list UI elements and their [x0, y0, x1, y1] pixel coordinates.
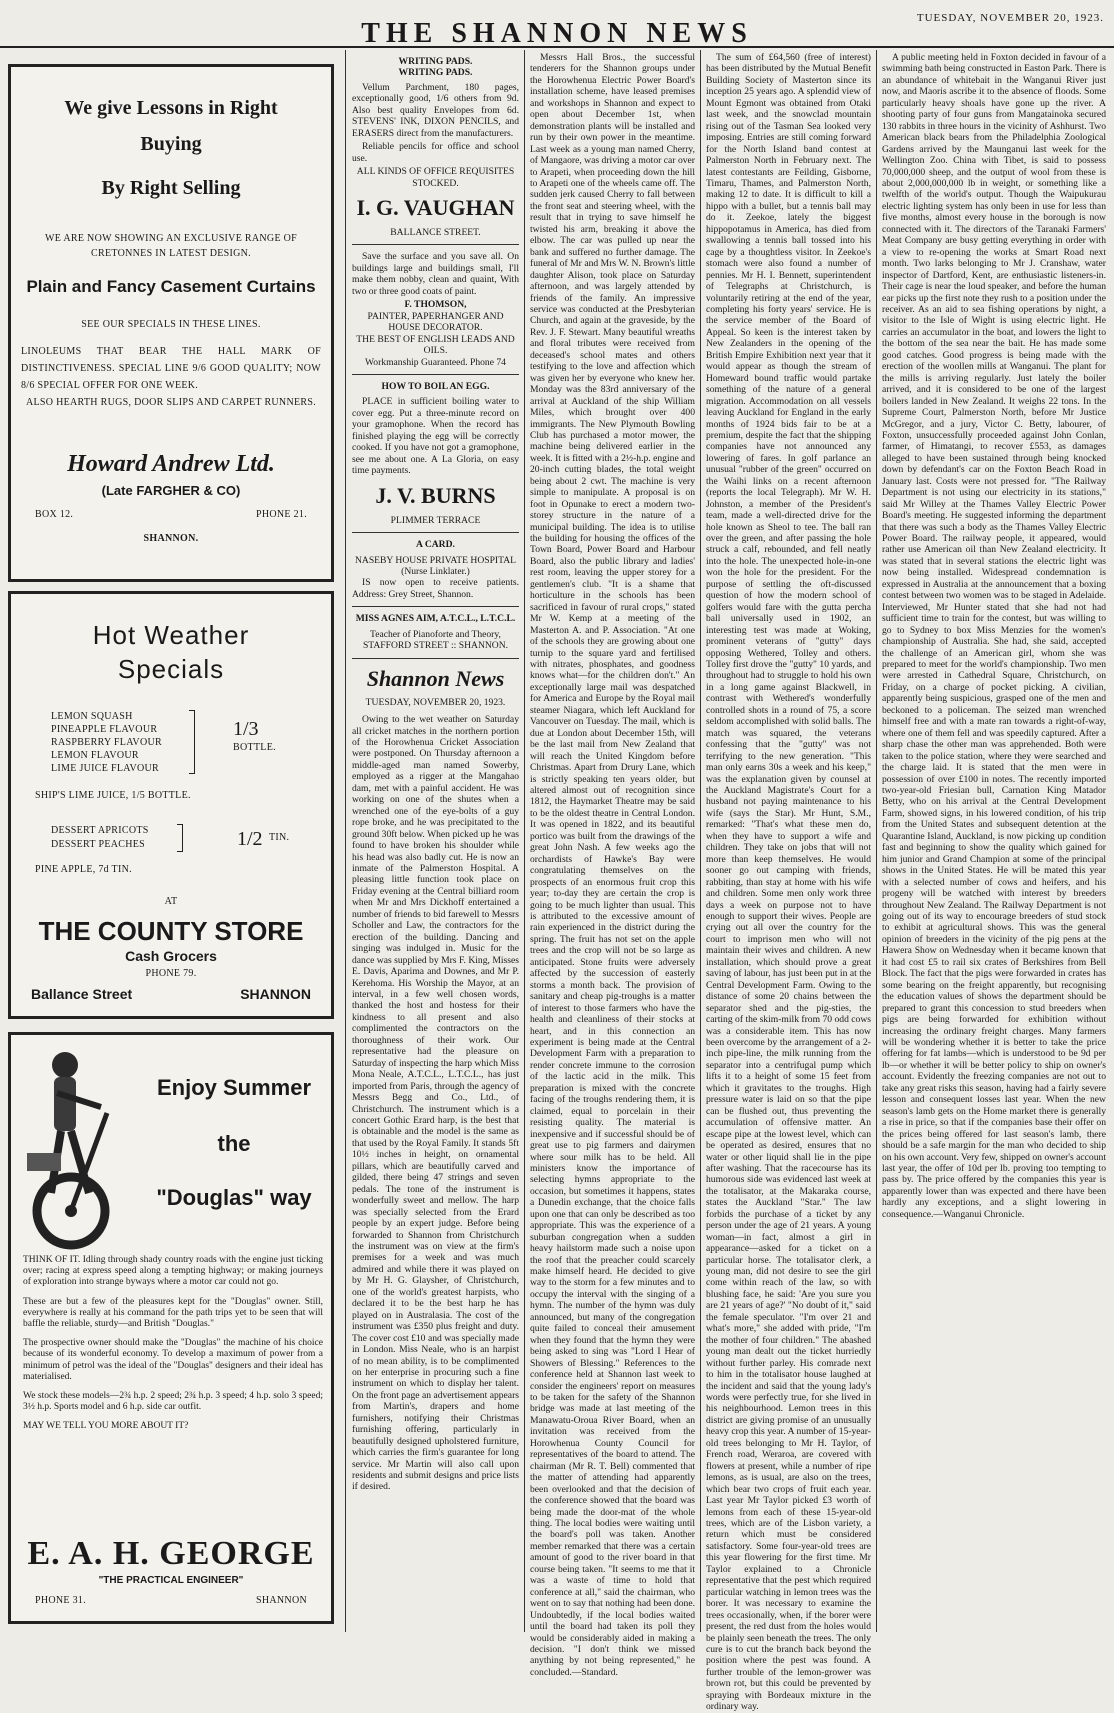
- advert-phone: PHONE 21.: [255, 509, 307, 520]
- advert-item-list: [51, 824, 149, 852]
- advert-headline: Specials: [117, 654, 225, 684]
- column-2: [348, 52, 523, 1632]
- advert-firm-name: I. G. VAUGHAN: [356, 194, 515, 220]
- divider: [352, 606, 519, 607]
- advert-subheadline: Plain and Fancy Casement Curtains: [26, 277, 316, 296]
- advert-paragraph: The prospective owner should make the "Douglas" the machine of his choice because of its wonderful economy. To develop a maximum of power from a minimum of petrol was the ideal of the "Douglas" designers and their ideal has materialised.: [23, 1338, 323, 1382]
- column-3: [526, 52, 699, 1678]
- advert-item: LEMON SQUASH: [51, 711, 133, 722]
- advert-headline: Buying: [140, 133, 202, 155]
- advert-paragraph: THINK OF IT. Idling through shady country roads with the engine just ticking over; racing at express speed along a tempting highway; or making journeys of exploration into strange byways where a motor car could not go.: [23, 1255, 323, 1288]
- advert-text: Teacher of Pianoforte and Theory, STAFFORD STREET :: SHANNON.: [362, 628, 509, 652]
- advert-text: PLIMMER TERRACE: [390, 514, 481, 526]
- advert-text: ALSO HEARTH RUGS, DOOR SLIPS AND CARPET RUNNERS.: [25, 397, 317, 408]
- advert-text: IS now open to receive patients. Address: Grey Street, Shannon.: [352, 577, 519, 600]
- masthead-title: THE SHANNON NEWS: [361, 18, 753, 49]
- advert-item: PINEAPPLE FLAVOUR: [51, 724, 158, 735]
- column-rule: [524, 50, 525, 1632]
- advert-firm-name: Howard Andrew Ltd.: [67, 451, 275, 477]
- masthead: [0, 0, 1114, 48]
- advert-text: PINE APPLE, 7d TIN.: [35, 864, 132, 875]
- article-text: Messrs Hall Bros., the successful tenderers for the Shannon groups under the Horowhenua Electric Power Board's installation scheme, have leased premises and workshops in Shannon and expect to open about December 1st, when demonstration plants will be installed and run by their own power in the meantime. Last week as a young man named Cherry, of Mangaore, was driving a motor car over to Arapeti, when proceeding down the hill to Arapeti one of the wheels came off. The sudden jerk caused Cherry to fall between the front seat and steering wheel, with the result that in trying to save himself he twisted his arm, breaking it above the elbow. The car was pulled up near the bank and suffered no further damage. The funeral of Mr and Mrs W. N. Brown's little daughter Alison, took place on Saturday afternoon, and was largely attended by friends of the family. An impressive service was conducted at the Presbyterian Church, and again at the graveside, by the Rev. J. F. Stewart. Many beautiful wreaths and floral tributes were received from deceased's school mates and others testifying to the love and affection which was given her by everyone who knew her. Monday was the 83rd anniversary of the arrival at Auckland of the ship William Miles, which brought over 400 immigrants. The New Plymouth Bowling Club has purchased a motor mower, the machine being delivered earlier in the week. It is fitted with a 2½-h.p. engine and 20-inch cutting blades, the total weight being about 2 cwt. The machine is very simple to manipulate. A proposal is on foot in Opunake to erect a modern two-storey structure in the nature of a municipal building. The idea is to utilise the building for housing the offices of the Town Board, Power Board and Harbour Board, also the public library and ladies' rest room, leaving the upper storey for a gentlemen's club. "It is a shame that horticulture in the schools has been sacrificed in favour of rural crops," stated Mr W. Kemp at a meeting of the Masterton A. and P. Association. "At one of the schools they are growing about one turnip to the square yard and fertilised with nitrates, phosphates, and goodness knows what—for the children don't." An exceptionally large mail was despatched for America and Europe by the Royal mail steamer Niagara, which left Auckland for Vancouver on Tuesday. The mail, which is due at London about December 15th, will be the last mail from New Zealand that will reach the United Kingdom before Christmas. Apart from Drury Lane, which is strictly speaking ten years older, but altered almost out of recognition since 1812, the Haymarket Theatre may be said to be the oldest theatre in Central London. It was opened in 1822, and its beautiful portico was built from the drawings of the great John Nash. A few weeks ago the orchardists of Hawke's Bay were congratulating themselves on the prospects of an enormous fruit crop this year; to-day they are certain the crop is going to be much lighter than usual. This is attributed to the excessive amount of rain experienced in the district during the spring. The fruit has not set on the apple trees and the crop will not be so large as anticipated. Stone fruits were adversely affected by the succession of easterly storms a month back. The provision of sanitary and cheap pig-troughs is a matter of interest to those farmers who have the health and cleanliness of their stocks at heart, and in this connection an experiment is being made at the Central Development Farm with a preparation to render concrete immune to the corrosion of the lactic acid in the milk. This preparation is mixed with the concrete facing of the troughs rendering them, it is claimed, equal to porcelain in their resisting quality. The material is inexpensive and if successful should be of great use to pig farmers and dairymen where sour milk has to be held. All ministers know the importance of selecting hymns appropriate to the occasion, but sometimes it happens, states a Dunedin exchange, that the choice falls upon one that can only be described as too appropriate. This was the experience of a suburban congregation when a sudden heavy hailstorm made such a noise upon the roof that the preacher could scarcely make himself heard. He decided to give way to the storm for a few minutes and to occupy the interval with the singing of a hymn. The number of the hymn was duly announced, but many of the congregation quite failed to conceal their amusement when they found that the hymn they were being asked to sing was "Lord I Hear of Showers of Blessing." References to the conference held at Shannon last week to consider the engineers' report on measures to be taken for the safety of the Shannon bridge was made at last meeting of the Manawatu-Oroua River Board, when an invitation was received from the Horowhenua County Council for representatives of the board to attend. The chairman (Mr R. T. Bell) commented that the matter of attending had apparently been overlooked and that the decision of the conference showed that the board was being made the door-mat of the whole thing. The local bodies were waiting until the board's poll was taken. Another member remarked that there was a certain amount of good to the river board in that course being taken. "It seems to me that it was a waste of time to hold that conference at all," said the chairman, who went on to say that nothing had been done. Undoubtedly, if the local bodies waited until the board had taken its poll they would be considerably aided in making a decision. "I don't think we missed anything by not being represented," he concluded.—Standard.: [530, 52, 695, 1678]
- advert-item: DESSERT APRICOTS: [51, 825, 149, 836]
- advert-firm-name: F. THOMSON,: [404, 299, 467, 311]
- advert-box: BOX 12.: [35, 509, 74, 520]
- column-4: [702, 52, 875, 1713]
- advert-text: PAINTER, PAPERHANGER AND HOUSE DECORATOR.: [367, 310, 504, 334]
- advert-text: WE ARE NOW SHOWING AN EXCLUSIVE RANGE OF CRETONNES IN LATEST DESIGN.: [44, 233, 298, 259]
- divider: [352, 374, 519, 375]
- advert-text: BALLANCE STREET.: [390, 226, 481, 238]
- advert-headline: Hot Weather: [92, 620, 250, 650]
- column-rule: [345, 50, 346, 1632]
- advert-price: 1/3: [233, 718, 259, 740]
- article-text: Owing to the wet weather on Saturday all cricket matches in the northern portion of the Horowhenua Cricket Association were postponed. On Thursday afternoon a middle-aged man named Sowerby, employed as a rigger at the Mangahao dam, met with a painful accident. He was working on one of the shutes when a wrenched one of the eye-bolts of a guy rope broke, and he was precipitated to the ground 30ft below. When picked up he was found to have broken his shoulder while his head was also badly cut. He is now an inmate of the Palmerston Hospital. A pleasing little function took place on Friday evening at the Central billiard room when Mr and Mrs Dickhoff entertained a number of friends to bid farewell to Messrs Scholler and Law, the contractors for the erection of the building. Dancing and singing was indulged in. Music for the dance was supplied by Mrs F. King, Misses E. Davis, Aparima and Downes, and Mr P. Kerehoma. His Worship the Mayor, at an interval, in a few well chosen words, thanked the host and hostess for their kindness to all present and also complimented the contractors on the thoroughness of their work. Our representative had the pleasure on Saturday of inspecting the harp which Miss Mona Neale, A.T.C.L., L.T.C.L., has just imported from Paris, through the agency of Messrs Begg and Co., Ltd., of Christchurch. The instrument which is a concert Gothic Erard harp, is the best that is obtainable and the model is the same as that used by the Royal Family. It stands 5ft 10½ inches in height, on ornamental pillars, which are beautifully carved and gilded, there being 47 strings and seven pedals. The tone of the instrument is wonderfully sweet and mellow. The harp was specially selected from the Erard people by an expert judge. Before being forwarded to Shannon from Christchurch the instrument was on view at the firm's premises for a week and was much admired and while there it was played on by Mr H. G. Glaysher, of Christchurch, one of the world's greatest harpists, who declared it to be the best harp he has played on in Australasia. The cost of the instrument was £350 plus freight and duty. The cover cost £10 and was specially made in London. Miss Neale, who is an harpist of no mean ability, is to be complimented on her enterprise in procuring such a fine instrument on which to display her talent. On the front page an advertisement appears from Martin's, drapers and home furnishers, notifying their Christmas furnishing offering, particularly in beautifully designed upholstered furniture, which carries the firm's guarantee for long service. Mr Martin will also call upon residents and submit designs and price lists if desired.: [352, 714, 519, 1493]
- advert-firm-name: THE COUNTY STORE: [38, 916, 304, 946]
- advert-text: SHIP'S LIME JUICE, 1/5 BOTTLE.: [35, 790, 191, 801]
- advert-town: SHANNON: [240, 986, 311, 1002]
- divider: [352, 532, 519, 533]
- article-text: The sum of £64,560 (free of interest) has been distributed by the Mutual Benefit Building Society of Masterton since its inception 25 years ago. A splendid view of Mount Egmont was obtained from Otaki last week, and the snowclad mountain rising out of the Tasman Sea looked very imposing. Entries are still coming forward for the North Island band contest at Palmerston North in February next. The latest contestants are Feilding, Gisborne, Timaru, Thames, and Palmerston North, making 12 to date. It is difficult to kill a hippo with a bullet, but a tennis ball may do it. Zeekoe, lately the biggest hippopotamus in America, has died from swallowing a tennis ball tossed into his cage by a thoughtless visitor. In Zeekoe's stomach were also found a number of pennies. Mr H. I. Bennett, superintendent of Telegraphs at Christchurch, is voluntarily retiring at the end of the year, completing his forty years' service. He is the service member of the Board of Appeal. So keen is the interest taken by New Zealanders in the opening of the British Empire Exhibition next year that it would appear as though the stream of Homeward bound traffic would partake something of the nature of a general migration. Accommodation on all vessels leaving Auckland for England in the early months of 1924 bids fair to be at a premium, despite the fact that the shipping companies have not announced any lowering of fares. In golf parlance an unusual "rubber of the green" occurred on the Waihi links on a recent afternoon (reports the local Telegraph). Mr W. H. Johnston, a member of the President's team, made a well-directed drive for the hole known as Sheol to tee. The ball ran over the green, and after passing the hole struck a calf, rebounded, and fell neatly into the hole. The unexpected hole-in-one won the hole for the president. For the purpose of settling the oft-discussed question of how the modern school of golfers would fare with the gutta percha ball universally used in 1902, an interesting test was made at Woking, prominent veterans of "gutty" days opposing Wethered, Tolley and others. Tolley first drove the "gutty" 10 yards, and throughout had to struggle to hold his own in a long game against Blackwell, in contrast with Wethered's wonderfully controlled shots in a round of 75, a score seldom accomplished with solid balls. The match was squared, the veterans confessing that the "gutty" was not terrifying to the new generation. "This man only earns 30s a week and his keep," was the explanation given by counsel at the Auckland Magistrate's Court for a husband not paying maintenance to his wife (says the Star). Mr Hunt, S.M., remarked: "That's what these men do, when they have to support a wife and children. They take on jobs that will not more than keep themselves. He would sooner go out camping with friends, rabbiting, than stay at home with his wife and children. Some men only work three days a week on purpose not to have enough to support their wives. People are crying out all over the country for the court to imprison men who will not maintain their wives and children. A new installation, which should prove a great saving of labour, has just been put in at the Central Development Farm. Owing to the distance of some 20 chains between the separator shed and the pig-sties, the carting of the skim-milk from 70 odd cows was a considerable item. This has now been overcome by the arrangement of a 2-inch pipe-line, the milk running from the separator into a centrifugal pump which lifts it to a height of some 15 feet from which it gravitates to the troughs. High pressure water is laid on so that the pipe can be flushed out, thus preventing the accumulation of offensive matter. An escape pipe at the lowest level, which can be operated as desired, ensures that no water or other liquid shall lie in the pipe after washing. That the racecourse has its humorous side was evidenced last week at the totalisator, at the Makaraka course, states the Auckland "Star." The law forbids the purchase of a ticket by any person under the age of 21 years. A young woman—in fact, almost a girl in appearance—asked for a ticket on a particular horse. The totalisator clerk, a young man, did not desire to see the girl come within reach of the law, so with blushing face, he said: 'Are you sure you are 21 years of age?' "No doubt of it," said the female speculator. "I'm over 21 and what's more," she added with pride, "I'm the mother of four children." The abashed young man dealt out the ticket hurriedly without further parley. His comrade next to him in the totalisator house laughed at the incident and said that the young lady's words were perfectly true, for she lived in his neighbourhood. Lemon trees in this district are giving promise of an unusually heavy crop this year. A number of 15-year-old trees belonging to Mr H. Taylor, of French road, Weraroa, are covered with flowers at present, while a number of ripe lemons, as is usual, are also on the trees, which bear two crops of fruit each year. Last year Mr Taylor picked £3 worth of lemons from each of these 15-year-old trees, which are of the Lisbon variety, a return which must be considered satisfactory. Some four-year-old trees are this year flowering for the first time. Mr Taylor explained to a Chronicle representative that the pest which required particular watching in lemon trees was the borer. It was necessary to examine the trees occasionally, when, if the borer were present, the red dust from the holes would be plainly seen beneath the trees. The only cure is to cut the branch back beyond the position where the pest was found. A further trouble of the lemon-grower was brown rot, but this could be prevented by spraying with Bordeaux mixture in the ordinary way.: [706, 52, 871, 1713]
- advert-firm-name: J. V. BURNS: [375, 482, 496, 508]
- advert-text: LINOLEUMS THAT BEAR THE HALL MARK OF DISTINCTIVENESS. SPECIAL LINE 9/6 GOOD QUALITY; NOW 8/6 SPECIAL OFFER FOR ONE WEEK.: [21, 346, 321, 391]
- advert-firm-note: "THE PRACTICAL ENGINEER": [98, 1575, 244, 1586]
- advert-paragraph: MAY WE TELL YOU MORE ABOUT IT?: [23, 1421, 189, 1432]
- column-5: [878, 52, 1110, 1632]
- advert-firm-note: (Late FARGHER & CO): [101, 483, 241, 498]
- advert-headline: We give Lessons in Right: [64, 97, 278, 119]
- advert-text: NASEBY HOUSE PRIVATE HOSPITAL (Nurse Linklater.): [354, 554, 516, 577]
- advert-text: ALL KINDS OF OFFICE REQUISITES STOCKED.: [356, 166, 515, 189]
- advert-phone: PHONE 31.: [35, 1595, 87, 1606]
- advert-heading: WRITING PADS.: [398, 67, 473, 79]
- advert-price: 1/2: [237, 828, 263, 850]
- advert-firm-note: Cash Grocers: [125, 948, 217, 964]
- advert-text: THE BEST OF ENGLISH LEADS AND OILS.: [356, 333, 515, 357]
- advert-heading: MISS AGNES AIM, A.T.C.L., L.T.C.L.: [355, 613, 516, 625]
- advert-item: DESSERT PEACHES: [51, 839, 146, 850]
- advert-item: LIME JUICE FLAVOUR: [51, 763, 159, 774]
- howard-andrew-advert: [8, 64, 334, 582]
- advert-item: RASPBERRY FLAVOUR: [51, 737, 162, 748]
- advert-heading: HOW TO BOIL AN EGG.: [381, 380, 490, 392]
- editorial-date: TUESDAY, NOVEMBER 20, 1923.: [365, 696, 506, 708]
- advert-headline: the: [217, 1131, 251, 1156]
- advert-text: AT: [164, 896, 178, 907]
- douglas-advert: [8, 1032, 334, 1624]
- divider: [352, 244, 519, 245]
- advert-text: SEE OUR SPECIALS IN THESE LINES.: [81, 319, 261, 330]
- advert-paragraph: These are but a few of the pleasures kept for the "Douglas" owner. Still, everywhere is really at his command for the path trips yet to be seen that will baffle the reliable, sturdy—and British "Douglas.": [23, 1296, 323, 1330]
- bracket: [189, 710, 195, 774]
- advert-headline: By Right Selling: [101, 177, 241, 199]
- article-text: A public meeting held in Foxton decided in favour of a swimming bath being constructed in Easton Park. There is an abundance of whitebait in the Wanganui River just now, and Maoris ascribe it to the absence of floods. Some particularly heavy shoals have gone up the river. A shooting party of four guns from Mangatainoka secured 130 rabbits in three hours in the vicinity of Ashhurst. Two American black bears from the Philadelphia Zoological Gardens arrived by the Maunganui last week for the Wellington Zoo. China with Tibet, is said to possess 70,000,000 sheep, and the output of wool from these is about 2,000,000,000 lb in weight, or something like a twelfth of the world's output. Though the Waipukurau electric lighting system has only been in use for less than five months, almost every house in the borough is now connected with it. The directors of the Taranaki Farmers' Meat Company are busy getting everything in order with a view to re-opening the works at Smart Road next month. Two larks belonging to Mr J. Cranshaw, water inspector of Dartford, Kent, are enthusiastic listeners-in. Their cage is near the loud speaker, and before the human ear picks up the first note they rush to a position under the receiver. As an aid to sea fishing operations by night, a visitor to the Isle of Wight is using electric light. He carries an accumulator in the boat, and lowers the light to the bottom of the sea near the bait. He has made some good catches. Good progress is being made with the erection of the woollen mills at Wanganui. The plant for the mills is arriving regularly. Just lately the boiler arrived, and it is considered to be one of the largest boilers landed in New Zealand. It weighs 22 tons. In the Supreme Court, Palmerston North, before Mr Justice McGregor, and a jury, Victor C. Betty, labourer, of Foxton, unsuccessfully proceeded against John Conlan, farmer, of Himatangi, to recover £553, as damages alleged to have been sustained through being knocked down by defendant's car on the Foxton Beach Road in January last. Costs were not pressed for. "The Railway Department is not using our electricity in its stations," said Mr Willey at the Thames Valley Electric Power Board's meeting. He suggested informing the department that there was such a body as the Thames Valley Electric Power Board. The railway people, it appeared, would rather use American oil than New Zealand electricity. It was stated that in several stations the electric light was now being installed. Widespread condemnation is expressed in Australia at the announcement that a boxing contest between two women was to be staged in Adelaide. Interviewed, Mr Hunter stated that she had not had sufficient time to train for the contest, but was willing to go to Sydney to box Miss Menzies for the women's championship of Australia. She had, she said, accepted the challenge of an American girl, whom she was prepared to meet for the world's championship. Two men were arrested in Cathedral Square, Christchurch, on Friday, on a charge of pocket picking. A civilian, apparently being suspicious, grasped one of the men and beckoned to a policeman. The seized man wrenched himself free and with a mate ran towards a right-of-way, where one of them fell and was speedily captured. After a sharp chase the other man was apprehended. Both were taken to the police station, where they were searched and the charge laid. It is stated that the men were in possession of over £100 in notes. The recently imported two-year-old Friesian bull, Carnation King Matador Betty, who on his arrival at the Central Development Farm, showed signs, in his lowered condition, of his trip from the United States and subsequent detention at the Quarantine Island, Auckland, is now picking up condition fast and beginning to show the quality which gained for him junior and Grand Champion at some of the principal shows in the United States. He will be mated this year with a selected number of cows and heifers, and his progeny will be watched with interest by breeders throughout New Zealand. The Railway Department is not going out of its way to encourage breeders of stud stock to exhibit at agricultural shows. This was the general opinion of breeders in the vicinity of the pig pens at the Hawera Show on Wednesday when it became known that it had cost £5 to rail six crates of Berkshires from Bell Block. The fact that the pigs were forwarded in crates has some bearing on the freight apparently, but recognising the education values of shows the department should be prepared to grant this concession to stud breeders when pigs are being forwarded for exhibition without increasing the ordinary freight charges. Many farmers will be wondering whether it is better to take the price offering for fat lambs—which is understood to be 9d per lb—or whether it will be better policy to ship on owner's account. Evidently the freezing companies are not out to take any great risks this season, having had a fairly severe lesson and consequent losses last year. When the new season's lamb gets on the Home market there is generally a rise in price, so that if the companies base their offer on the prices being offered for last season's lamb, there should be a safe margin for the man who decided to ship on his own account. Very few, shipped on owner's account last year, the offer of 10d per lb. proving too tempting to pass by. The price offered by the companies this year is apparently lower than was expected and there have been hardly any exceptions, and a slight lowering in consequence.—Wanganui Chronicle.: [882, 52, 1106, 1220]
- advert-text: PLACE in sufficient boiling water to cover egg. Put a three-minute record on your gramophone. When the record has finished playing the egg will be correctly cooked. If you have not got a gramophone, see me about one. A La Gloria, on easy time payments.: [352, 396, 519, 477]
- advert-firm-name: E. A. H. GEORGE: [27, 1535, 315, 1572]
- motorcyclist-illustration: [21, 1043, 141, 1253]
- advert-street: Ballance Street: [31, 986, 133, 1002]
- masthead-date: TUESDAY, NOVEMBER 20, 1923.: [916, 12, 1104, 24]
- advert-price-unit: TIN.: [269, 832, 290, 843]
- advert-town: SHANNON: [256, 1595, 307, 1606]
- advert-town: SHANNON.: [143, 533, 199, 544]
- advert-heading: A CARD.: [416, 539, 455, 551]
- divider: [352, 658, 519, 659]
- advert-item-list: [51, 710, 162, 775]
- editorial-masthead: Shannon News: [366, 665, 505, 691]
- advert-headline: "Douglas" way: [156, 1185, 312, 1210]
- advert-text: Reliable pencils for office and school use.: [352, 141, 519, 164]
- column-rule: [876, 50, 877, 1632]
- advert-phone: PHONE 79.: [145, 968, 197, 979]
- advert-body: [23, 1255, 323, 1441]
- advert-paragraph: We stock these models—2¾ h.p. 2 speed; 2¾ h.p. 3 speed; 4 h.p. solo 3 speed; 3½ h.p. Sports model and 6 h.p. side car outfit.: [23, 1391, 323, 1413]
- advert-text: Vellum Parchment, 180 pages, exceptionally good, 1/6 others from 9d. Also best quality Envelopes from 6d. STEVENS' INK, DIXON PENCILS, and ERASERS direct from the manufacturers.: [352, 81, 519, 139]
- advert-text: Save the surface and you save all. On buildings large and buildings small, I'll make them nobby, clean and quaint, With two or three good coats of paint.: [352, 251, 519, 297]
- advert-price-unit: BOTTLE.: [233, 742, 276, 753]
- advert-headline: Enjoy Summer: [156, 1075, 312, 1100]
- advert-item: LEMON FLAVOUR: [51, 750, 139, 761]
- bracket: [177, 824, 183, 852]
- county-store-advert: [8, 591, 334, 1019]
- advert-heading: WRITING PADS.: [398, 56, 473, 67]
- column-rule: [700, 50, 701, 1632]
- advert-text: Workmanship Guaranteed. Phone 74: [365, 356, 506, 368]
